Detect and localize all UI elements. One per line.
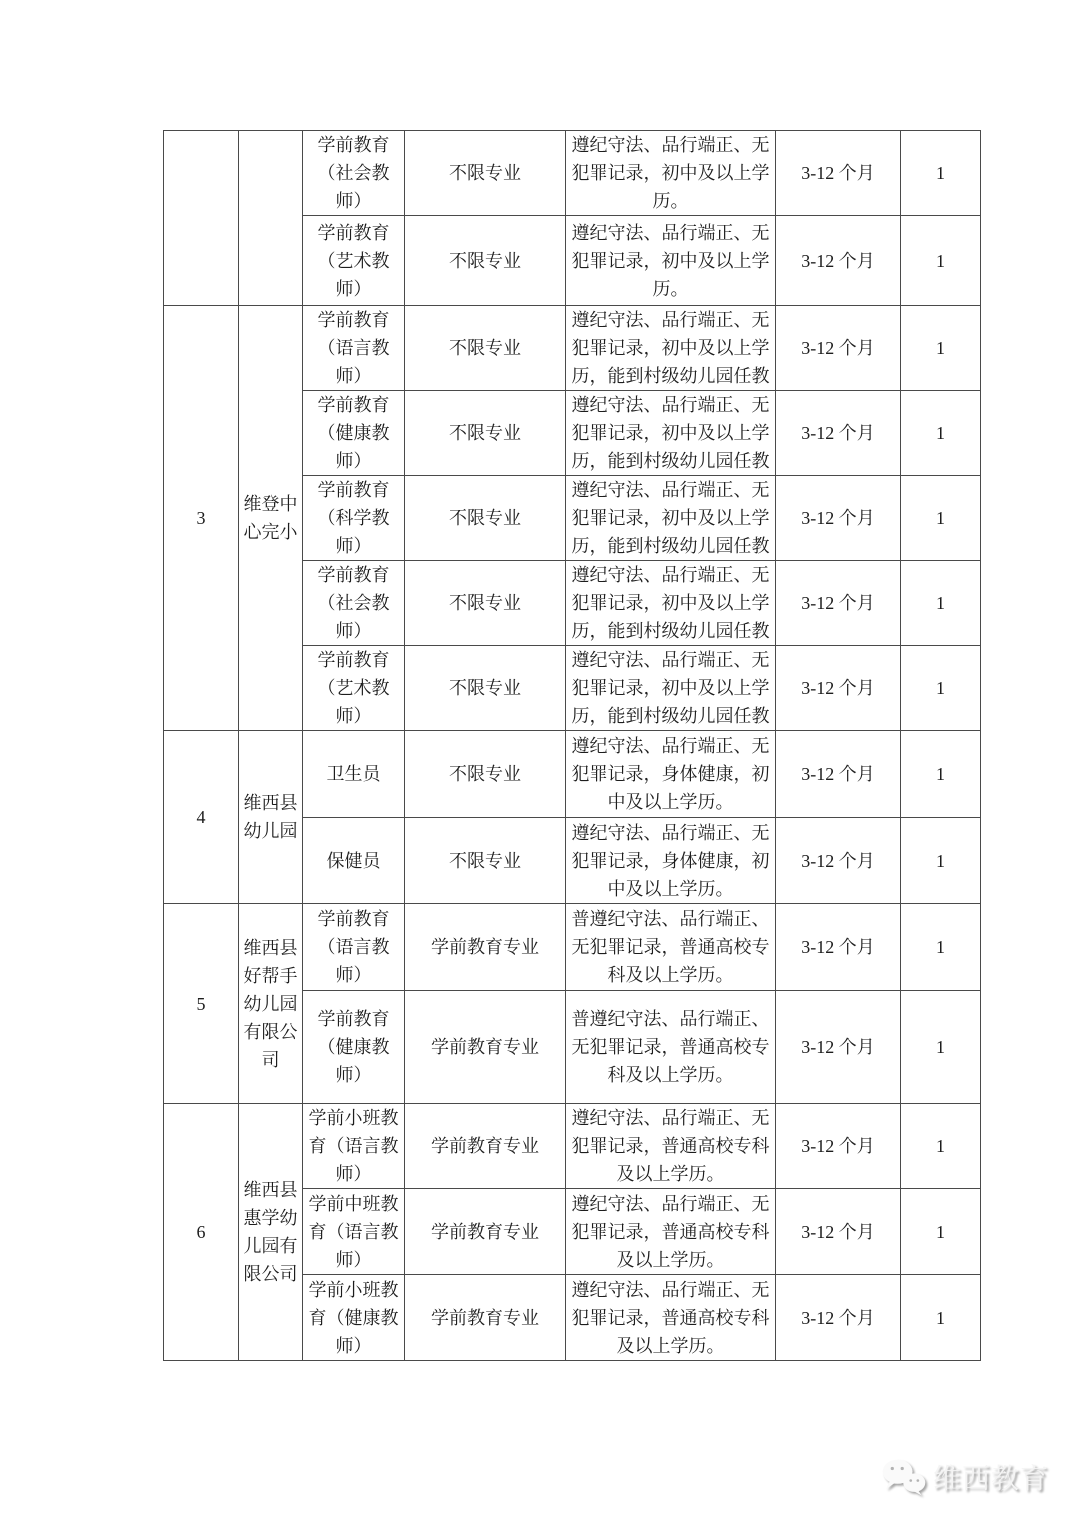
recruitment-table-wrap: [163, 130, 981, 1361]
cell-position: 学前教育（语言教师）: [303, 904, 405, 991]
cell-position: 学前教育（健康教师）: [303, 391, 405, 476]
cell-count: 1: [901, 1189, 981, 1275]
cell-duration: 3-12 个月: [776, 1104, 901, 1189]
table-row: [164, 731, 981, 818]
cell-count: 1: [901, 561, 981, 646]
cell-requirements: 遵纪守法、品行端正、无犯罪记录，身体健康，初中及以上学历。: [566, 818, 776, 904]
cell-position: 卫生员: [303, 731, 405, 818]
cell-count: 1: [901, 216, 981, 306]
cell-group-index: 4: [164, 731, 239, 904]
cell-position: 学前教育（艺术教师）: [303, 216, 405, 306]
cell-major: 不限专业: [405, 561, 566, 646]
table-row: [164, 904, 981, 991]
cell-major: 不限专业: [405, 216, 566, 306]
cell-position: 学前教育（社会教师）: [303, 131, 405, 216]
cell-requirements: 遵纪守法、品行端正、无犯罪记录，初中及以上学历，能到村级幼儿园任教: [566, 306, 776, 391]
cell-requirements: 遵纪守法、品行端正、无犯罪记录，身体健康，初中及以上学历。: [566, 731, 776, 818]
cell-unit-name: 维西县惠学幼儿园有限公司: [239, 1104, 303, 1361]
cell-duration: 3-12 个月: [776, 1275, 901, 1361]
cell-unit-name: [239, 131, 303, 306]
table-row: [164, 131, 981, 216]
cell-count: 1: [901, 991, 981, 1104]
cell-major: 学前教育专业: [405, 1189, 566, 1275]
cell-group-index: 3: [164, 306, 239, 731]
table-row: [164, 1104, 981, 1189]
cell-duration: 3-12 个月: [776, 904, 901, 991]
cell-duration: 3-12 个月: [776, 991, 901, 1104]
cell-position: 保健员: [303, 818, 405, 904]
cell-major: 不限专业: [405, 306, 566, 391]
cell-major: 不限专业: [405, 731, 566, 818]
cell-duration: 3-12 个月: [776, 731, 901, 818]
cell-duration: 3-12 个月: [776, 131, 901, 216]
cell-major: 不限专业: [405, 391, 566, 476]
cell-requirements: 遵纪守法、品行端正、无犯罪记录，初中及以上学历，能到村级幼儿园任教: [566, 476, 776, 561]
cell-group-index: 6: [164, 1104, 239, 1361]
cell-position: 学前教育（艺术教师）: [303, 646, 405, 731]
cell-requirements: 普遵纪守法、品行端正、无犯罪记录，普通高校专科及以上学历。: [566, 904, 776, 991]
cell-major: 不限专业: [405, 131, 566, 216]
cell-group-index: [164, 131, 239, 306]
cell-major: 学前教育专业: [405, 904, 566, 991]
cell-count: 1: [901, 1104, 981, 1189]
table-row: [164, 306, 981, 391]
cell-duration: 3-12 个月: [776, 476, 901, 561]
cell-duration: 3-12 个月: [776, 391, 901, 476]
cell-requirements: 遵纪守法、品行端正、无犯罪记录，初中及以上学历。: [566, 131, 776, 216]
cell-major: 学前教育专业: [405, 991, 566, 1104]
cell-requirements: 遵纪守法、品行端正、无犯罪记录，初中及以上学历，能到村级幼儿园任教: [566, 646, 776, 731]
cell-requirements: 遵纪守法、品行端正、无犯罪记录，普通高校专科及以上学历。: [566, 1189, 776, 1275]
cell-position: 学前教育（语言教师）: [303, 306, 405, 391]
cell-requirements: 普遵纪守法、品行端正、无犯罪记录，普通高校专科及以上学历。: [566, 991, 776, 1104]
cell-position: 学前小班教育（健康教师）: [303, 1275, 405, 1361]
cell-duration: 3-12 个月: [776, 216, 901, 306]
cell-major: 不限专业: [405, 476, 566, 561]
cell-position: 学前中班教育（语言教师）: [303, 1189, 405, 1275]
cell-major: 不限专业: [405, 818, 566, 904]
cell-requirements: 遵纪守法、品行端正、无犯罪记录，普通高校专科及以上学历。: [566, 1275, 776, 1361]
cell-count: 1: [901, 306, 981, 391]
cell-duration: 3-12 个月: [776, 1189, 901, 1275]
cell-count: 1: [901, 731, 981, 818]
cell-position: 学前小班教育（语言教师）: [303, 1104, 405, 1189]
cell-major: 不限专业: [405, 646, 566, 731]
cell-major: 学前教育专业: [405, 1275, 566, 1361]
cell-unit-name: 维西县好帮手幼儿园有限公司: [239, 904, 303, 1104]
cell-duration: 3-12 个月: [776, 561, 901, 646]
cell-count: 1: [901, 646, 981, 731]
cell-group-index: 5: [164, 904, 239, 1104]
brand-watermark: [882, 1455, 1049, 1499]
cell-requirements: 遵纪守法、品行端正、无犯罪记录，初中及以上学历，能到村级幼儿园任教: [566, 561, 776, 646]
cell-count: 1: [901, 904, 981, 991]
cell-count: 1: [901, 391, 981, 476]
cell-duration: 3-12 个月: [776, 646, 901, 731]
cell-unit-name: 维登中心完小: [239, 306, 303, 731]
cell-count: 1: [901, 131, 981, 216]
brand-name: 维西教育: [933, 1463, 1050, 1494]
cell-duration: 3-12 个月: [776, 818, 901, 904]
cell-count: 1: [901, 476, 981, 561]
cell-count: 1: [901, 1275, 981, 1361]
cell-major: 学前教育专业: [405, 1104, 566, 1189]
cell-position: 学前教育（健康教师）: [303, 991, 405, 1104]
cell-duration: 3-12 个月: [776, 306, 901, 391]
cell-count: 1: [901, 818, 981, 904]
cell-requirements: 遵纪守法、品行端正、无犯罪记录，初中及以上学历。: [566, 216, 776, 306]
wechat-icon: [882, 1458, 926, 1496]
cell-requirements: 遵纪守法、品行端正、无犯罪记录，普通高校专科及以上学历。: [566, 1104, 776, 1189]
recruitment-table: [163, 130, 981, 1361]
cell-unit-name: 维西县幼儿园: [239, 731, 303, 904]
cell-position: 学前教育（社会教师）: [303, 561, 405, 646]
cell-requirements: 遵纪守法、品行端正、无犯罪记录，初中及以上学历，能到村级幼儿园任教: [566, 391, 776, 476]
cell-position: 学前教育（科学教师）: [303, 476, 405, 561]
